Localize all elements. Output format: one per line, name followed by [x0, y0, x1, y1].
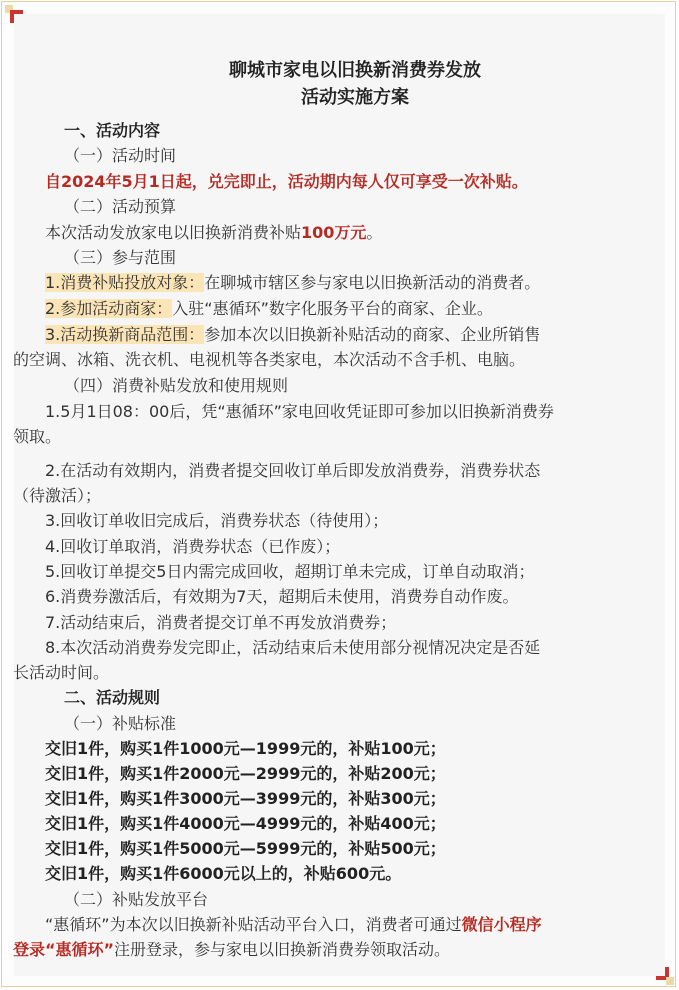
scope1-label: 1.消费补贴投放对象：	[45, 273, 205, 292]
tier-item: 交旧1件，购买1件5000元—5999元的，补贴500元；	[45, 839, 446, 858]
rule-1a: 1.5月1日08：00后，凭“惠循环”家电回收凭证即可参加以旧换新消费券	[45, 402, 554, 421]
platform-heading: （二）补贴发放平台	[64, 890, 209, 909]
tier-item: 交旧1件，购买1件2000元—2999元的，补贴200元；	[45, 764, 446, 783]
scope-item-2	[45, 296, 665, 322]
rule-2b: （待激活）；	[13, 486, 102, 505]
document-panel	[14, 14, 665, 976]
rule-3: 3.回收订单收旧完成后，消费券状态（待使用）；	[45, 511, 389, 530]
scope3-label: 3.活动换新商品范围：	[45, 325, 205, 344]
section2-heading: 二、活动规则	[64, 688, 161, 707]
rule-4: 4.回收订单取消，消费券状态（已作废）；	[45, 537, 341, 556]
rule-1b: 领取。	[13, 427, 62, 446]
rule-6: 6.消费券激活后，有效期为7天，超期后未使用，消费券自动作废。	[45, 587, 519, 606]
scope-item-3	[45, 322, 665, 348]
rule-8a: 8.本次活动消费券发完即止，活动结束后未使用部分视情况决定是否延	[45, 638, 541, 657]
time-text: 自2024年5月1日起，兑完即止，活动期内每人仅可享受一次补贴。	[45, 172, 528, 191]
platform-line-a	[45, 912, 665, 938]
rule-2a: 2.在活动有效期内，消费者提交回收订单后即发放消费券，消费券状态	[45, 461, 541, 480]
tier-item: 交旧1件，购买1件6000元以上的，补贴600元。	[45, 864, 402, 883]
platform-line-b	[13, 937, 633, 963]
budget-amount: 100万元	[301, 223, 367, 242]
budget-line	[45, 220, 665, 246]
scope2-text: 入驻“惠循环”数字化服务平台的商家、企业。	[172, 299, 493, 318]
doc-title-line1: 聊城市家电以旧换新消费券发放	[229, 60, 481, 81]
budget-prefix: 本次活动发放家电以旧换新消费补贴	[45, 223, 302, 242]
doc-title-line2: 活动实施方案	[301, 87, 409, 108]
tier-item: 交旧1件，购买1件3000元—3999元的，补贴300元；	[45, 789, 446, 808]
standard-heading: （一）补贴标准	[64, 714, 177, 733]
platform-text-a: “惠循环”为本次以旧换新补贴活动平台入口，消费者可通过	[45, 915, 462, 934]
rule-5: 5.回收订单提交5日内需完成回收，超期订单未完成，订单自动取消；	[45, 562, 535, 581]
rule-7: 7.活动结束后，消费者提交订单不再发放消费券；	[45, 613, 397, 632]
scope1-text: 在聊城市辖区参与家电以旧换新活动的消费者。	[204, 273, 541, 292]
scope3-text-a: 参加本次以旧换新补贴活动的商家、企业所销售	[204, 325, 541, 344]
scope2-label: 2.参加活动商家：	[45, 299, 173, 318]
rule-8b: 长活动时间。	[13, 663, 110, 682]
section1-heading: 一、活动内容	[64, 121, 161, 140]
platform-text-b: 注册登录，参与家电以旧换新消费券领取活动。	[114, 940, 451, 959]
scope-heading: （三）参与范围	[64, 248, 177, 267]
platform-red-a: 微信小程序	[461, 915, 542, 934]
tier-item: 交旧1件，购买1件4000元—4999元的，补贴400元；	[45, 814, 446, 833]
tier-item: 交旧1件，购买1件1000元—1999元的，补贴100元；	[45, 739, 446, 758]
platform-red-b: 登录“惠循环”	[13, 940, 115, 959]
budget-heading: （二）活动预算	[64, 197, 177, 216]
budget-suffix: 。	[366, 223, 383, 242]
scope3-text-b: 的空调、冰箱、洗衣机、电视机等各类家电，本次活动不含手机、电脑。	[13, 350, 526, 369]
scope-item-1	[45, 270, 665, 296]
rules-heading: （四）消费补贴发放和使用规则	[64, 376, 289, 395]
time-heading: （一）活动时间	[64, 146, 177, 165]
